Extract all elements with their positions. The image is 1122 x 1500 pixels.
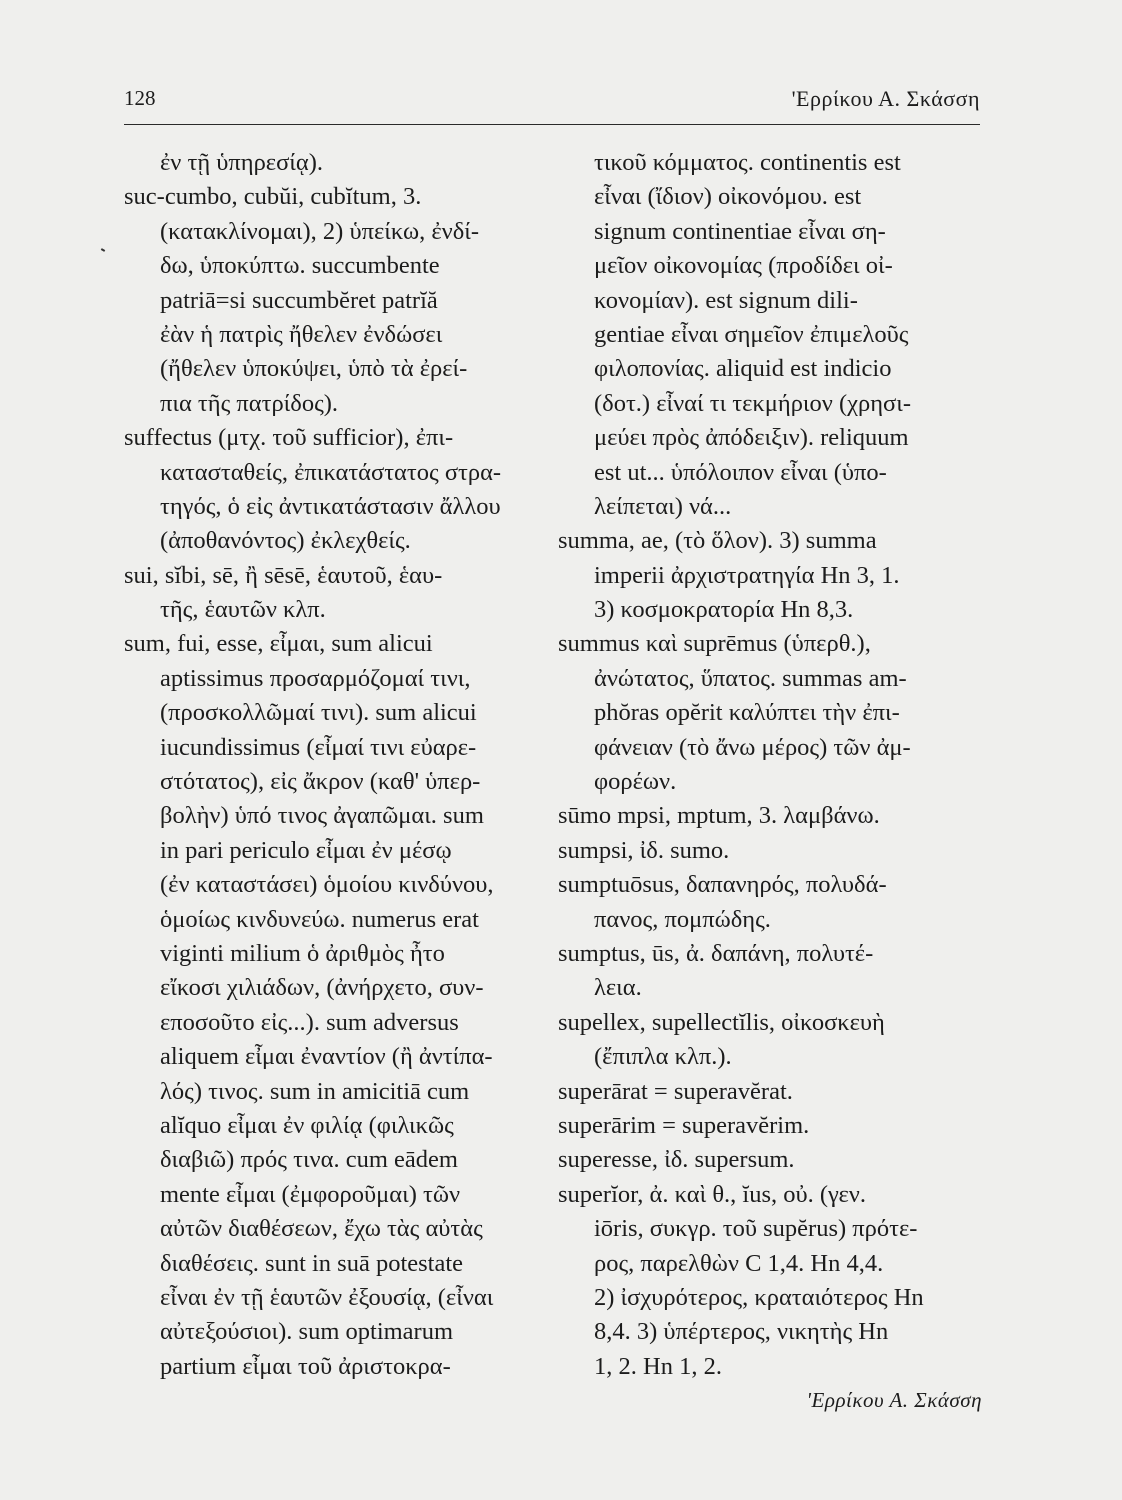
entry-headword-line: sui, sĭbi, sē, ἢ sēsē, ἑαυτοῦ, ἑαυ- — [124, 561, 443, 589]
entry-continuation-line: iōris, συκγρ. τοῦ supĕrus) πρότε- — [594, 1215, 918, 1243]
entry-continuation-line: partium εἶμαι τοῦ ἀριστοκρα- — [160, 1352, 451, 1380]
entry-continuation-line: ἐὰν ἡ πατρὶς ἤθελεν ἐνδώσει — [160, 320, 443, 348]
entry-headword-line: superĭor, ἀ. καὶ θ., ĭus, οὐ. (γεν. — [558, 1180, 866, 1208]
entry-headword-line: supellex, supellectĭlis, οἰκοσκευὴ — [558, 1008, 885, 1036]
running-head: 'Ερρίκου Α. Σκάσση — [791, 86, 980, 111]
entry-headword-line: sumptus, ūs, ἀ. δαπάνη, πολυτέ- — [558, 939, 874, 967]
entry-headword-line: summus καὶ suprēmus (ὑπερθ.), — [558, 630, 871, 658]
entry-continuation-line: signum continentiae εἶναι ση- — [594, 217, 886, 245]
entry-continuation-line: κονομίαν). est signum dili- — [594, 286, 858, 314]
entry-continuation-line: (προσκολλῶμαί τινι). sum alicui — [160, 699, 477, 727]
entry-continuation-line: αὐτῶν διαθέσεων, ἔχω τὰς αὐτὰς — [160, 1215, 483, 1243]
entry-continuation-line: λείπεται) νά... — [594, 492, 732, 520]
entry-continuation-line: εἶναι ἐν τῇ ἑαυτῶν ἐξουσίᾳ, (εἶναι — [160, 1283, 494, 1311]
entry-continuation-line: (ἤθελεν ὑποκύψει, ὑπὸ τὰ ἐρεί- — [160, 355, 468, 383]
entry-continuation-line: iucundissimus (εἶμαί τινι εὐαρε- — [160, 733, 477, 761]
entry-continuation-line: φιλοπονίας. aliquid est indicio — [594, 355, 892, 383]
entry-continuation-line: μεῖον οἰκονομίας (προδίδει οἰ- — [594, 252, 893, 280]
entry-continuation-line: φάνειαν (τὸ ἄνω μέρος) τῶν ἀμ- — [594, 733, 911, 761]
entry-continuation-line: εἴκοσι χιλιάδων, (ἀνήρχετο, συν- — [160, 974, 484, 1002]
entry-headword-line: sum, fui, esse, εἶμαι, sum alicui — [124, 630, 433, 658]
entry-continuation-line: 8,4. 3) ὑπέρτερος, νικητὴς Hn — [594, 1318, 889, 1346]
entry-continuation-line: τῆς, ἑαυτῶν κλπ. — [160, 596, 326, 624]
entry-headword-line: summa, ae, (τὸ ὅλον). 3) summa — [558, 527, 877, 555]
entry-continuation-line: πια τῆς πατρίδος). — [160, 389, 339, 417]
entry-continuation-line: imperii ἀρχιστρατηγία Hn 3, 1. — [594, 561, 900, 589]
entry-continuation-line: phŏras opĕrit καλύπτει τὴν ἐπι- — [594, 699, 900, 727]
entry-continuation-line: in pari periculo εἶμαι ἐν μέσῳ — [160, 836, 452, 864]
entry-headword-line: superārim = superavĕrim. — [558, 1111, 810, 1139]
entry-headword-line: superārat = superavĕrat. — [558, 1077, 793, 1105]
entry-continuation-line: patriā=si succumbĕret patrĭă — [160, 286, 438, 314]
entry-continuation-line: 3) κοσμοκρατορία Hn 8,3. — [594, 596, 854, 624]
entry-continuation-line: 2) ἰσχυρότερος, κραταιότερος Hn — [594, 1283, 924, 1311]
entry-continuation-line: aptissimus προσαρμόζομαί τινι, — [160, 664, 471, 692]
stray-ink-mark — [101, 248, 105, 252]
entry-headword-line: suffectus (μτχ. τοῦ sufficior), ἐπι- — [124, 424, 454, 452]
entry-continuation-line: διαβιῶ) πρός τινα. cum eādem — [160, 1146, 458, 1174]
entry-continuation-line: βολὴν) ὑπό τινος ἀγαπῶμαι. sum — [160, 802, 484, 830]
entry-headword-line: suc-cumbo, cubŭi, cubĭtum, 3. — [124, 183, 422, 211]
entry-headword-line: superesse, ἰδ. supersum. — [558, 1146, 795, 1174]
entry-continuation-line: τικοῦ κόμματος. continentis est — [594, 149, 901, 176]
entry-continuation-line: μεύει πρὸς ἀπόδειξιν). reliquum — [594, 424, 909, 452]
entry-continuation-line: est ut... ὑπόλοιπον εἶναι (ὑπο- — [594, 458, 887, 486]
left-column — [124, 146, 532, 1384]
entry-continuation-line: διαθέσεις. sunt in suā potestate — [160, 1249, 464, 1277]
entry-headword-line: sumpsi, ἰδ. sumo. — [558, 836, 730, 864]
entry-continuation-line: τηγός, ὁ εἰς ἀντικατάστασιν ἄλλου — [160, 492, 501, 520]
entry-continuation-line: εποσοῦτο εἰς...). sum adversus — [160, 1008, 459, 1036]
entry-continuation-line: ὁμοίως κινδυνεύω. numerus erat — [160, 905, 479, 933]
entry-continuation-line: εἶναι (ἴδιον) οἰκονόμου. est — [594, 183, 862, 211]
entry-continuation-line: δω, ὑποκύπτω. succumbente — [160, 252, 440, 280]
right-column — [558, 146, 983, 1384]
entry-continuation-line: alĭquo εἶμαι ἐν φιλίᾳ (φιλικῶς — [160, 1111, 454, 1139]
author-signature: 'Ερρίκου Α. Σκάσση — [806, 1388, 982, 1412]
entry-headword-line: sūmo mpsi, mptum, 3. λαμβάνω. — [558, 802, 880, 830]
entry-continuation-line: (δοτ.) εἶναί τι τεκμήριον (χρησι- — [594, 389, 912, 417]
entry-continuation-line: (ἀποθανόντος) ἐκλεχθείς. — [160, 527, 411, 555]
entry-continuation-line: φορέων. — [594, 768, 677, 796]
entry-continuation-line: λεια. — [594, 974, 642, 1002]
entry-continuation-line: (ἐν καταστάσει) ὁμοίου κινδύνου, — [160, 871, 494, 899]
page-header — [124, 86, 980, 116]
entry-continuation-line: πανος, πομπώδης. — [594, 905, 771, 933]
page-number: 128 — [124, 86, 156, 110]
entry-continuation-line: mente εἶμαι (ἐμφοροῦμαι) τῶν — [160, 1180, 461, 1208]
header-rule — [124, 124, 980, 125]
entry-headword-line: sumptuōsus, δαπανηρός, πολυδά- — [558, 871, 887, 899]
entry-continuation-line: αὐτεξούσιοι). sum optimarum — [160, 1318, 454, 1346]
entry-continuation-line: aliquem εἶμαι ἐναντίον (ἢ ἀντίπα- — [160, 1043, 493, 1071]
entry-continuation-line: λός) τινος. sum in amicitiā cum — [160, 1077, 470, 1105]
entry-continuation-line: κατασταθείς, ἐπικατάστατος στρα- — [160, 458, 502, 486]
entry-continuation-line: ἐν τῇ ὑπηρεσίᾳ). — [160, 149, 324, 176]
entry-continuation-line: στότατος), εἰς ἄκρον (καθ' ὑπερ- — [160, 768, 481, 796]
entry-continuation-line: (ἔπιπλα κλπ.). — [594, 1043, 732, 1071]
entry-continuation-line: (κατακλίνομαι), 2) ὑπείκω, ἐνδί- — [160, 217, 480, 245]
entry-continuation-line: gentiae εἶναι σημεῖον ἐπιμελοῦς — [594, 320, 909, 348]
entry-continuation-line: 1, 2. Hn 1, 2. — [594, 1352, 722, 1380]
entry-continuation-line: ἀνώτατος, ὕπατος. summas am- — [594, 664, 907, 692]
entry-continuation-line: ρος, παρελθὼν C 1,4. Hn 4,4. — [594, 1249, 884, 1277]
entry-continuation-line: viginti milium ὁ ἀριθμὸς ἦτο — [160, 939, 445, 967]
